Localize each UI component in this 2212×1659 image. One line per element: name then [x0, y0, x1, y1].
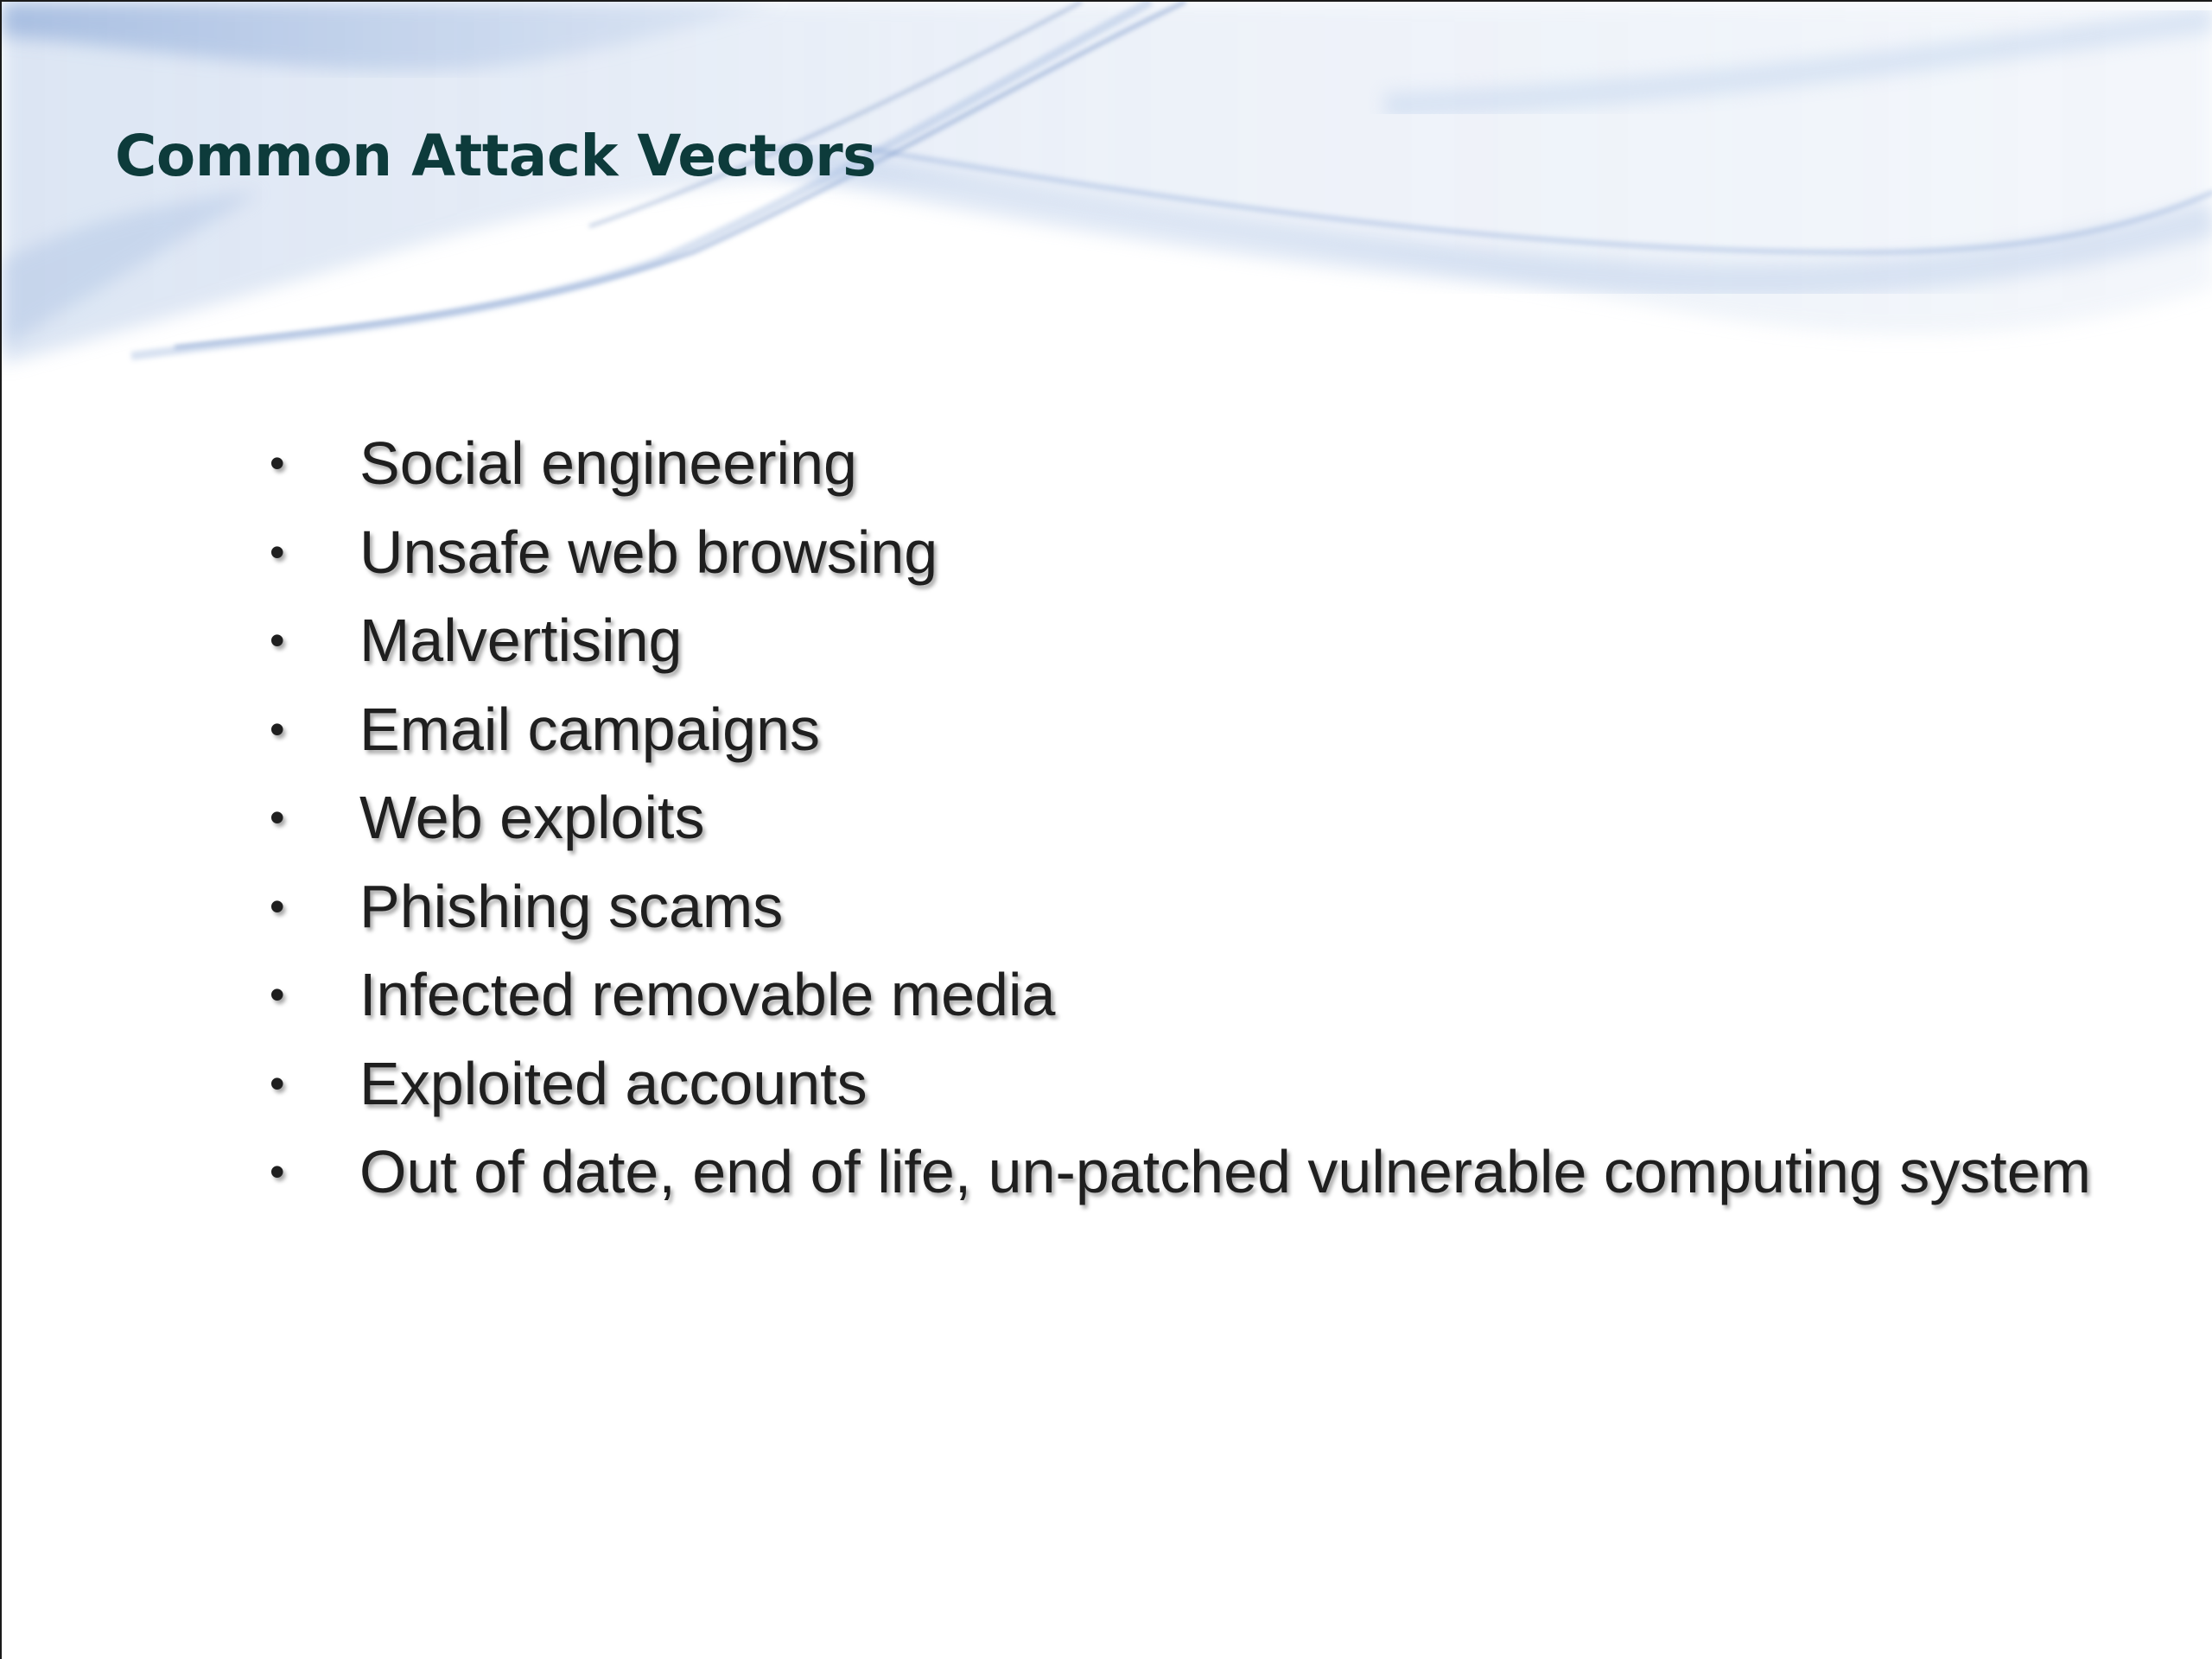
decorative-wave-background [2, 2, 2212, 399]
bullet-icon: • [270, 793, 285, 842]
bullet-icon: • [270, 616, 285, 664]
bullet-item [270, 867, 2091, 956]
bullet-text: Social engineering [359, 429, 857, 497]
bullet-item [270, 601, 2091, 690]
bullet-icon: • [270, 704, 285, 753]
bullet-item [270, 690, 2091, 779]
bullet-icon: • [270, 1058, 285, 1108]
bullet-item [270, 778, 2091, 867]
bullet-text: Unsafe web browsing [359, 518, 938, 586]
bullet-item [270, 955, 2091, 1044]
bullet-icon: • [270, 439, 285, 487]
bullet-icon: • [270, 1147, 285, 1196]
bullet-text: Exploited accounts [359, 1049, 868, 1117]
bullet-text: Infected removable media [359, 961, 1056, 1028]
bullet-item [270, 1044, 2091, 1133]
bullet-list [270, 423, 2091, 1221]
bullet-text: Malvertising [359, 607, 683, 674]
bullet-item [270, 423, 2091, 512]
bullet-item [270, 512, 2091, 601]
slide-title: Common Attack Vectors [115, 123, 876, 189]
bullet-text: Email campaigns [359, 695, 820, 763]
bullet-item [270, 1132, 2091, 1221]
bullet-icon: • [270, 881, 285, 931]
bullet-icon: • [270, 970, 285, 1019]
bullet-icon: • [270, 527, 285, 576]
bullet-text: Out of date, end of life, un-patched vulnerable computing system [359, 1138, 2091, 1205]
bullet-text: Phishing scams [359, 872, 784, 940]
bullet-text: Web exploits [359, 784, 705, 851]
